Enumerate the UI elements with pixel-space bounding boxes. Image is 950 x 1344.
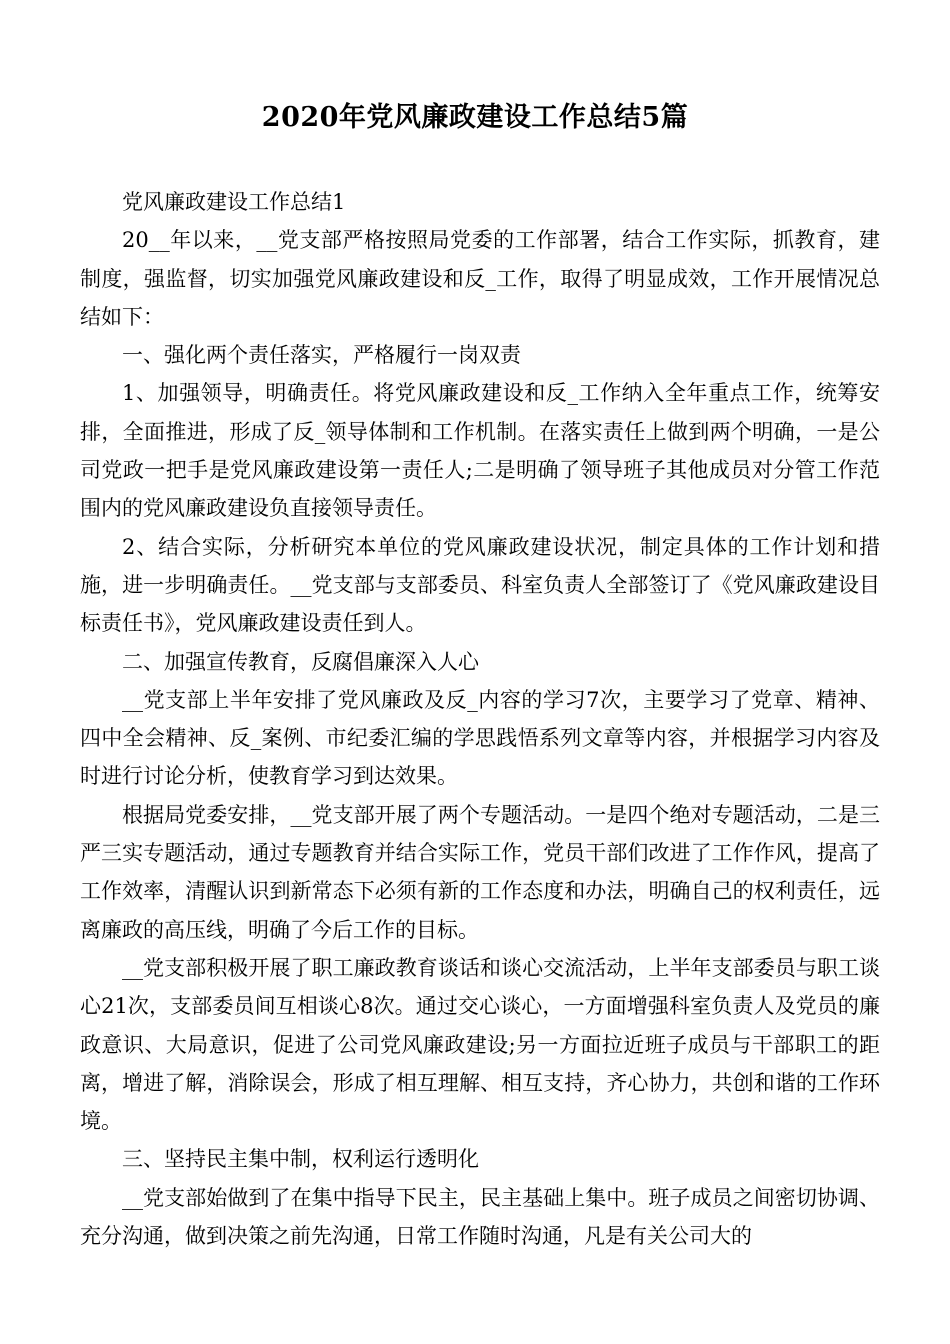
document-title: 2020年党风廉政建设工作总结5篇 (261, 102, 689, 133)
paragraph: __党支部始做到了在集中指导下民主，民主基础上集中。班子成员之间密切协调、充分沟通，做到决策之前先沟通，日常工作随时沟通，凡是有关公司大的 (80, 1185, 880, 1249)
paragraph: 2、结合实际，分析研究本单位的党风廉政建设状况，制定具体的工作计划和措施，进一步明确责任。__党支部与支部委员、科室负责人全部签订了《党风廉政建设目标责任书》，党风廉政建设责任到人。 (80, 534, 880, 636)
paragraph: 1、加强领导，明确责任。将党风廉政建设和反_工作纳入全年重点工作，统筹安排，全面推进，形成了反_领导体制和工作机制。在落实责任上做到两个明确，一是公司党政一把手是党风廉政建设第一责任人;二是明确了领导班子其他成员对分管工作范围内的党风廉政建设负直接领导责任。 (80, 381, 880, 521)
paragraph: __党支部积极开展了职工廉政教育谈话和谈心交流活动，上半年支部委员与职工谈心21次，支部委员间互相谈心8次。通过交心谈心，一方面增强科室负责人及党员的廉政意识、大局意识，促进了公司党风廉政建设;另一方面拉近班子成员与干部职工的距离，增进了解，消除误会，形成了相互理解、相互支持，齐心协力，共创和谐的工作环境。 (80, 955, 880, 1134)
paragraph: 根据局党委安排，__党支部开展了两个专题活动。一是四个绝对专题活动，二是三严三实专题活动，通过专题教育并结合实际工作，党员干部们改进了工作作风，提高了工作效率，清醒认识到新常态下必须有新的工作态度和办法，明确自己的权利责任，远离廉政的高压线，明确了今后工作的目标。 (80, 802, 880, 942)
paragraph: __党支部上半年安排了党风廉政及反_内容的学习7次，主要学习了党章、精神、四中全会精神、反_案例、市纪委汇编的学思践悟系列文章等内容，并根据学习内容及时进行讨论分析，使教育学习到达效果。 (80, 687, 880, 789)
section-heading: 党风廉政建设工作总结1 (122, 190, 346, 214)
section-heading: 一、强化两个责任落实，严格履行一岗双责 (122, 343, 521, 368)
section-heading: 二、加强宣传教育，反腐倡廉深入人心 (122, 649, 479, 674)
paragraph: 20__年以来，__党支部严格按照局党委的工作部署，结合工作实际，抓教育，建制度，强监督，切实加强党风廉政建设和反_工作，取得了明显成效，工作开展情况总结如下： (80, 228, 880, 329)
document-body (80, 183, 880, 1255)
section-heading: 三、坚持民主集中制，权利运行透明化 (122, 1147, 479, 1172)
